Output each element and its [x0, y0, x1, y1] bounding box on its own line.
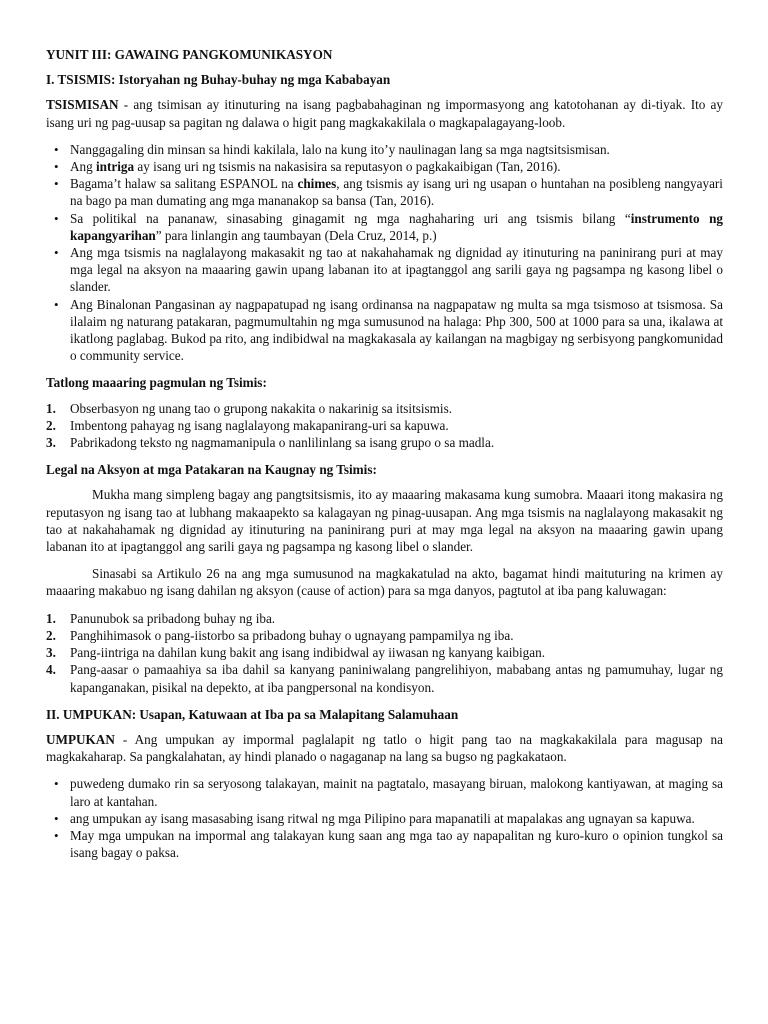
- acts-list: [46, 610, 723, 696]
- legal-paragraph-2: Sinasabi sa Artikulo 26 na ang mga sumusunod na magkakatulad na akto, bagamat hindi maituturing na krimen ay maaaring makabuo ng isang dahilan ng aksyon (cause of action) para sa mga danyos, pagtutol at iba pang kaluwagan:: [46, 566, 723, 599]
- umpukan-term: UMPUKAN: [46, 731, 115, 747]
- tsismis-bullet-list: [46, 141, 723, 365]
- list-item: 1. Panunubok sa pribadong buhay ng iba.: [46, 610, 276, 626]
- sources-heading: Tatlong maaaring pagmulan ng Tsimis:: [46, 375, 267, 391]
- list-item: • puwedeng dumako rin sa seryosong talakayan, mainit na pagtatalo, masayang biruan, malokong kantiyawan, at maging sa laro at kantahan.: [46, 775, 723, 809]
- legal-paragraph-1: Mukha mang simpleng bagay ang pangtsitsismis, ito ay maaaring makasama kung sumobra. Maaari itong makasira ng reputasyon ng isang tao at lubhang makaapekto sa kalagayan ng pinag-uusapan. Ang mga tsismis na naglalayong makasakit ng tao at nakahahamak ng dignidad ay itinuturing na paninirang puri at may mga legal na aksyon na maaaring gawin upang labanan ito at ipagtanggol ang sarili gaya ng pagsampa ng kasong libel o slander.: [46, 487, 723, 555]
- list-item: 4. Pang-aasar o pamaahiya sa iba dahil sa kanyang paniniwalang pangrelihiyon, mababang antas ng pamumuhay, lugar ng kapanganakan, pisikal na depekto, at iba pangpersonal na kondisyon.: [46, 662, 723, 695]
- list-item: 3. Pabrikadong teksto ng nagmamanipula o nanlilinlang sa isang grupo o sa madla.: [46, 435, 495, 451]
- sources-list: [46, 400, 723, 452]
- list-item: • Bagama’t halaw sa salitang ESPANOL na chimes, ang tsismis ay isang uri ng usapan o huntahan na posibleng nangyayari na bago pa man dumating ang mga mananakop sa bansa (Tan, 2016).: [46, 175, 723, 209]
- list-item: • Ang intriga ay isang uri ng tsismis na nakasisira sa reputasyon o pagkakaibigan (Tan, 2016).: [46, 158, 723, 175]
- list-item: • Ang Binalonan Pangasinan ay nagpapatupad ng isang ordinansa na nagpapataw ng multa sa mga tsismoso at tsismosa. Sa ilalaim ng naturang patakaran, pagmumultahin ng mga sumusunod na halaga: Php 300, 500 at 1000 para sa una, ikalawa at ikatlong paglabag. Bukod pa rito, ang indibidwal na magkakasala ay kailangan na magbigay ng serbisyong pangkomunidad o community service.: [46, 296, 723, 365]
- list-item: 3. Pang-iintriga na dahilan kung bakit ang isang indibidwal ay iiwasan ng kanyang kaibigan.: [46, 645, 546, 661]
- list-item: 2. Imbentong pahayag ng isang naglalayong makapanirang-uri sa kapuwa.: [46, 417, 449, 433]
- unit-title: YUNIT III: GAWAING PANGKOMUNIKASYON: [46, 47, 333, 62]
- list-item: 1. Obserbasyon ng unang tao o grupong nakakita o nakarinig sa itsitsismis.: [46, 400, 453, 416]
- umpukan-definition-text: - Ang umpukan ay impormal paglalapit ng tatlo o higit pang tao na magkakakilala para magusap na magkakaharap. Sa pangkalahatan, ay hindi planado o nagaganap na lang sa bugso ng pagkakataon.: [46, 731, 723, 765]
- document-page: [46, 46, 723, 861]
- tsismisan-definition-text: - ang tsimisan ay itinuturing na isang pagbabahaginan ng impormasyong ang katotohanan ay di-tiyak. Ito ay isang uri ng pag-uusap sa pagitan ng dalawa o higit pang magkakakilala o magkapalagayang-loob.: [46, 97, 723, 130]
- tsismisan-definition: [46, 96, 723, 130]
- tsismisan-term: TSISMISAN: [46, 97, 119, 113]
- umpukan-bullet-list: [46, 775, 723, 861]
- list-item: 2. Panghihimasok o pang-iistorbo sa pribadong buhay o ugnayang pampamilya ng iba.: [46, 627, 514, 643]
- list-item: • ang umpukan ay isang masasabing isang ritwal ng mga Pilipino para mapanatili at mapalakas ang ugnayan sa kapuwa.: [46, 810, 723, 827]
- list-item: • May mga umpukan na impormal ang talakayan kung saan ang mga tao ay napapalitan ng kuro-kuro o opinion tungkol sa isang bagay o paksa.: [46, 827, 723, 861]
- list-item: • Ang mga tsismis na naglalayong makasakit ng tao at nakahahamak ng dignidad ay itinuturing na paninirang puri at may mga legal na aksyon na maaaring gawin upang labanan ito at ipagtanggol ang sarili gaya ng pagsampa ng kasong libel o slander.: [46, 244, 723, 296]
- legal-heading: Legal na Aksyon at mga Patakaran na Kaugnay ng Tsimis:: [46, 462, 377, 478]
- umpukan-definition: [46, 731, 723, 765]
- list-item: • Sa politikal na pananaw, sinasabing ginagamit ng mga naghaharing uri ang tsismis bilang “instrumento ng kapangyarihan” para linlangin ang taumbayan (Dela Cruz, 2014, p.): [46, 210, 723, 244]
- section1-title: I. TSISMIS: Istoryahan ng Buhay-buhay ng mga Kababayan: [46, 72, 391, 88]
- list-item: • Nanggagaling din minsan sa hindi kakilala, lalo na kung ito’y naulinagan lang sa mga nagtsitsismisan.: [46, 141, 723, 158]
- section2-title: II. UMPUKAN: Usapan, Katuwaan at Iba pa sa Malapitang Salamuhaan: [46, 706, 459, 722]
